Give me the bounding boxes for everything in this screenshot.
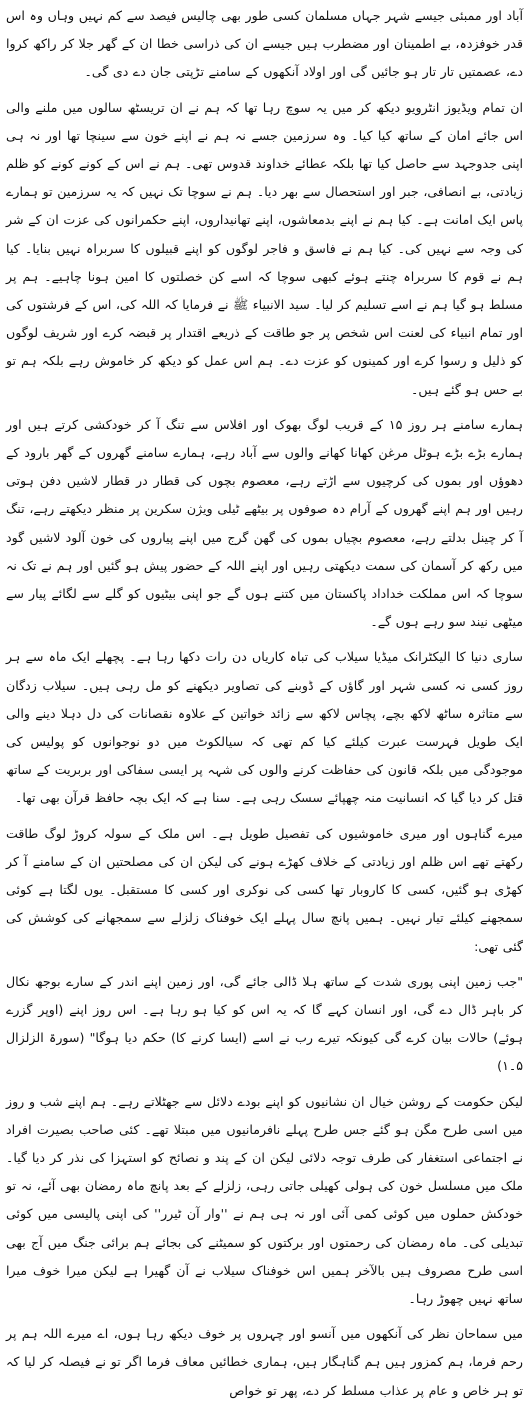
article-paragraph-7: لیکن حکومت کے روشن خیال ان نشانیوں کو اپنے بودے دلائل سے جھٹلاتے رہے۔ ہم اپنے شب و روز میں اسی طرح مگن ہو گئے جس طرح پہلے نافرمانیوں میں مبتلا تھے۔ کئی صاحب بصیرت افراد نے اجتماعی استغفار کی طرف توجہ دلائی لیکن ان کے پند و نصائح کو استہزا کی نذر کر دیا گیا۔ ملک میں مسلسل خون کی ہولی کھیلی جاتی رہی، زلزلے کے بعد پانچ ماہ رمضان بھی آئے، نہ تو خودکش حملوں میں کوئی کمی آئی اور نہ ہی ہم نے ''وار آن ٹیرر'' کی اپنی پالیسی میں کوئی تبدیلی کی۔ ماہ رمضان کی رحمتوں اور برکتوں کو سمیٹنے کی بجائے ہم برائی جنگ میں آج بھی اسی طرح مصروف ہیں بالآخر ہمیں اس خوفناک سیلاب نے آن گھیرا ہے لیکن میرا خوف میرا ساتھ نہیں چھوڑ رہا۔ [6, 1093, 523, 1306]
article-paragraph-3: ہمارے سامنے ہر روز ۱۵ کے قریب لوگ بھوک اور افلاس سے تنگ آ کر خودکشی کرتے ہیں اور ہمارے بڑے بڑے ہوٹل مرغن کھانا کھانے والوں سے آباد رہے، ہمارے سامنے گھروں کے گھر بارود کے دھوؤں اور بموں کی کرچیوں سے اڑتے رہے، معصوم بچوں کی قطار در قطار لاشیں دفن ہوتی رہیں اور ہم اپنے گھروں کے آرام دہ صوفوں پر بیٹھے ٹیلی ویژن سکرین پر منظر دیکھتے رہے، تنگ آ کر چینل بدلتے رہے، معصوم بچیاں بموں کی گھن گرج میں اپنے پیاروں کی خون آلود لاشیں گود میں رکھ کر آسمان کی سمت دیکھتی رہیں اور اپنے اللہ کے حضور پیش ہو گئیں اور ہم نے تک نہ سوچا کہ اس مملکت خداداد پاکستان میں کتنے ہوں گے جو اپنی بیٹیوں کو گلے سے لگائے پیار سے میٹھی نیند سو رہے ہوں گے۔ [6, 416, 523, 630]
article-paragraph-5: میرے گناہوں اور میری خاموشیوں کی تفصیل طویل ہے۔ اس ملک کے سولہ کروڑ لوگ طاقت رکھتے تھے اس ظلم اور زیادتی کے خلاف کھڑے ہونے کی لیکن ان کی مصلحتیں ان کے سامنے آ کر کھڑی ہو گئیں، کسی کا کاروبار تھا کسی کی نوکری اور کسی کا مستقبل۔ یوں لگتا ہے کوئی سمجھنے کیلئے تیار نہیں۔ ہمیں پانچ سال پہلے ایک خوفناک زلزلے سے سمجھانے کی کوشش کی گئی تھی: [6, 825, 523, 954]
article-paragraph-8: میں سماحان نظر کی آنکھوں میں آنسو اور چہروں پر خوف دیکھ رہا ہوں، اے میرے اللہ ہم پر رحم فرما، ہم کمزور ہیں ہم گناہگار ہیں، ہماری خطائیں معاف فرما اگر تو نے فیصلہ کر لیا کہ تو ہر خاص و عام پر عذاب مسلط کر دے، پھر تو خواص [6, 1326, 523, 1398]
quran-quote: "جب زمین اپنی پوری شدت کے ساتھ ہلا ڈالی جائے گی، اور زمین اپنے اندر کے سارے بوجھ نکال کر باہر ڈال دے گی، اور انسان کہے گا کہ یہ اس کو کیا ہو رہا ہے۔ اس روز اپنے (اوپر گزرے ہوئے) حالات بیان کرے گی کیونکہ تیرے رب نے اسے (ایسا کرنے کا) حکم دیا ہوگا" (سورۃ الزلزال ۵۔۱) [6, 973, 523, 1074]
article-paragraph-2: ان تمام ویڈیوز انٹرویو دیکھ کر میں یہ سوچ رہا تھا کہ ہم نے ان تریسٹھ سالوں میں ملنے والی اس جائے امان کے ساتھ کیا کیا۔ وہ سرزمین جسے نہ ہم نے اپنے خون سے سینچا تھا اور نہ ہی اپنی جدوجہد سے حاصل کیا تھا بلکہ عطائے خداوند قدوس تھی۔ ہم نے اس کے کونے کونے کو ظلم زیادتی، بے انصافی، جبر اور استحصال سے بھر دیا۔ ہم نے سوچا تک نہیں کہ یہ سرزمین تو ہمارے پاس ایک امانت ہے۔ کیا ہم نے اپنے بدمعاشوں، اپنے تھانیداروں، اپنے حکمرانوں کی عزت ان کے شر کی وجہ سے نہیں کی۔ کیا ہم نے فاسق و فاجر لوگوں کو اپنے قبیلوں کا سربراہ نہیں بنایا۔ کیا ہم نے قوم کا سربراہ چنتے ہوئے کبھی سوچا کہ اسے کن خصلتوں کا امین ہونا چاہیے۔ ہم پر مسلط ہو گیا ہم نے اسے تسلیم کر لیا۔ سید الانبیاء ﷺ نے فرمایا کہ اللہ کی، اس کے فرشتوں کی اور تمام انبیاء کی لعنت اس شخص پر جو طاقت کے ذریعے اقتدار پر قبضہ کرے اور شریف لوگوں کو ذلیل و رسوا کرے اور کمینوں کو عزت دے۔ ہم اس عمل کو دیکھ کر خاموش رہے بلکہ ہم تو بے حس ہو گئے ہیں۔ [6, 99, 523, 397]
article-paragraph-1: آباد اور ممبئی جیسے شہر جہاں مسلمان کسی طور بھی چالیس فیصد سے کم نہیں وہاں وہ اس قدر خوفزدہ، بے اطمینان اور مضطرب ہیں جیسے ان کی ذراسی خطا ان کے گھر جلا کر راکھ کروا دے، عصمتیں تار تار ہو جائیں گی اور اولاد آنکھوں کے سامنے تڑپتی جان دے دی گی۔ [6, 8, 523, 80]
article-paragraph-4: ساری دنیا کا الیکٹرانک میڈیا سیلاب کی تباہ کاریاں دن رات دکھا رہا ہے۔ پچھلے ایک ماہ سے ہر روز کسی نہ کسی شہر اور گاؤں کے ڈوبنے کی تصاویر دیکھنے کو مل رہی ہیں۔ سیلاب زدگان سے متاثرہ ساٹھ لاکھ بچے، پچاس لاکھ سے زائد خواتین کے علاوہ نقصانات کی دل دہلا دینے والی ایک طویل فہرست عبرت کیلئے کیا کم تھی کہ سیالکوٹ میں دو نوجوانوں کو پولیس کی موجودگی میں بلکہ قانون کی حفاظت کرنے والوں کی شہہ پر ایسی سفاکی اور بربریت کے ساتھ قتل کر دیا گیا کہ انسانیت منہ چھپائے سسک رہی ہے۔ سنا ہے کہ ایک بچہ حافظ قرآن بھی تھا۔ [6, 649, 523, 806]
